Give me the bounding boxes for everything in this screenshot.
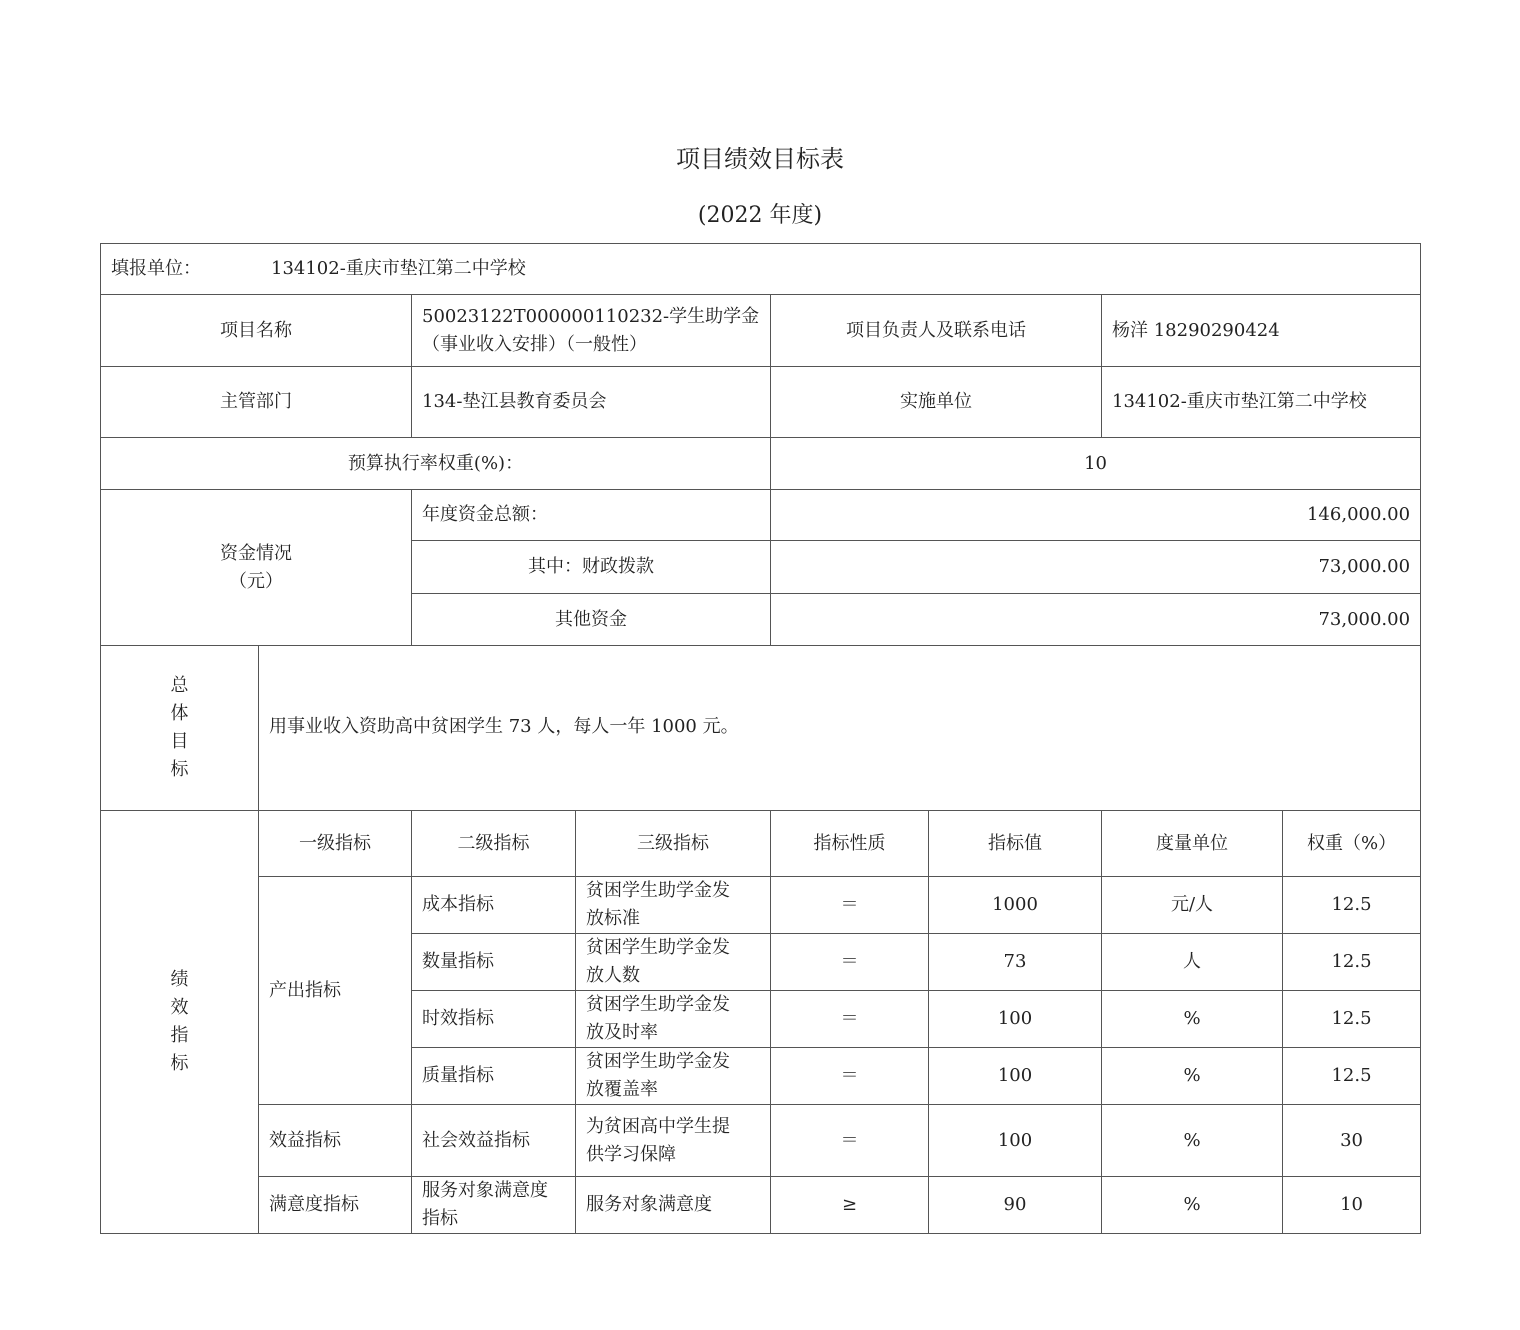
overall-goal-char: 总 <box>170 675 189 696</box>
indicator-level2: 质量指标 <box>412 1048 576 1105</box>
indicator-level3-line: 放人数 <box>586 965 640 986</box>
indicator-unit: % <box>1102 991 1283 1048</box>
indicators-char: 标 <box>170 1053 189 1074</box>
indicator-unit: 人 <box>1102 934 1283 991</box>
funds-label-line1: 资金情况 <box>220 542 292 564</box>
indicator-level2-line: 服务对象满意度 <box>422 1180 548 1201</box>
funds-fiscal-label: 其中：财政拨款 <box>412 541 771 594</box>
indicator-weight: 10 <box>1283 1177 1421 1234</box>
page-title: 项目绩效目标表 <box>676 145 844 173</box>
indicator-nature: ＝ <box>771 1105 929 1177</box>
overall-goal-char: 目 <box>170 731 189 752</box>
indicator-level2-line: 指标 <box>422 1208 458 1229</box>
table-row <box>101 877 1421 934</box>
group-output: 产出指标 <box>259 877 412 1105</box>
contact-label: 项目负责人及联系电话 <box>771 295 1102 367</box>
header-level2: 二级指标 <box>412 811 576 877</box>
indicators-char: 绩 <box>170 969 189 990</box>
indicator-nature: ＝ <box>771 991 929 1048</box>
filler-row <box>101 244 1421 295</box>
overall-goal-text: 用事业收入资助高中贫困学生 73 人，每人一年 1000 元。 <box>259 646 1421 811</box>
dept-value: 134-垫江县教育委员会 <box>412 367 771 438</box>
indicator-value: 90 <box>929 1177 1102 1234</box>
indicator-level3-line: 放及时率 <box>586 1022 658 1043</box>
funds-fiscal-value: 73,000.00 <box>771 541 1421 594</box>
indicator-level3 <box>576 1105 771 1177</box>
funds-other-label: 其他资金 <box>412 594 771 646</box>
table-row <box>101 1177 1421 1234</box>
overall-goal-char: 体 <box>170 703 189 724</box>
header-weight: 权重（%） <box>1283 811 1421 877</box>
filler-value: 134102-重庆市垫江第二中学校 <box>271 258 526 279</box>
indicator-nature: ＝ <box>771 1048 929 1105</box>
indicator-level2 <box>412 1177 576 1234</box>
indicator-level3-line: 放覆盖率 <box>586 1079 658 1100</box>
indicator-unit: % <box>1102 1177 1283 1234</box>
indicator-nature: ＝ <box>771 877 929 934</box>
indicator-level2: 社会效益指标 <box>412 1105 576 1177</box>
funds-total-label: 年度资金总额： <box>412 490 771 541</box>
indicator-value: 100 <box>929 1105 1102 1177</box>
group-satisfaction: 满意度指标 <box>259 1177 412 1234</box>
indicator-weight: 12.5 <box>1283 934 1421 991</box>
overall-goal-label <box>101 646 259 811</box>
budget-weight-label: 预算执行率权重(%)： <box>101 438 771 490</box>
indicator-level3-line: 贫困学生助学金发 <box>586 1051 730 1072</box>
funds-total-value: 146,000.00 <box>771 490 1421 541</box>
indicator-level3-line: 贫困学生助学金发 <box>586 937 730 958</box>
indicator-level3 <box>576 934 771 991</box>
performance-target-table <box>100 243 1421 1234</box>
indicator-value: 1000 <box>929 877 1102 934</box>
indicator-level2: 数量指标 <box>412 934 576 991</box>
project-name-value <box>412 295 771 367</box>
indicator-weight: 12.5 <box>1283 991 1421 1048</box>
filler-label: 填报单位： <box>111 258 201 279</box>
indicators-char: 指 <box>170 1025 189 1046</box>
budget-weight-value: 10 <box>771 438 1421 490</box>
indicator-unit: 元/人 <box>1102 877 1283 934</box>
dept-label: 主管部门 <box>101 367 412 438</box>
indicator-level3: 服务对象满意度 <box>576 1177 771 1234</box>
indicator-nature: ＝ <box>771 934 929 991</box>
project-name-line1: 50023122T000000110232-学生助学金 <box>422 305 760 327</box>
indicator-unit: % <box>1102 1048 1283 1105</box>
indicator-weight: 30 <box>1283 1105 1421 1177</box>
header-unit: 度量单位 <box>1102 811 1283 877</box>
indicator-unit: % <box>1102 1105 1283 1177</box>
indicator-level3 <box>576 1048 771 1105</box>
group-benefit: 效益指标 <box>259 1105 412 1177</box>
indicator-level3-line: 为贫困高中学生提 <box>586 1115 730 1137</box>
header-level3: 三级指标 <box>576 811 771 877</box>
indicator-nature: ≥ <box>771 1177 929 1234</box>
project-name-line2: （事业收入安排）（一般性） <box>422 333 647 355</box>
indicator-level3 <box>576 877 771 934</box>
indicator-level2: 时效指标 <box>412 991 576 1048</box>
overall-goal-char: 标 <box>170 759 189 780</box>
indicator-level3-line: 放标准 <box>586 908 640 929</box>
table-row <box>101 1105 1421 1177</box>
impl-value: 134102-重庆市垫江第二中学校 <box>1102 367 1421 438</box>
indicator-level3-line: 贫困学生助学金发 <box>586 994 730 1015</box>
header-level1: 一级指标 <box>259 811 412 877</box>
indicator-weight: 12.5 <box>1283 877 1421 934</box>
indicator-level2: 成本指标 <box>412 877 576 934</box>
project-name-label: 项目名称 <box>101 295 412 367</box>
indicator-value: 100 <box>929 991 1102 1048</box>
header-value: 指标值 <box>929 811 1102 877</box>
indicator-level3-line: 贫困学生助学金发 <box>586 880 730 901</box>
funds-label <box>101 490 412 646</box>
contact-value: 杨洋 18290290424 <box>1102 295 1421 367</box>
indicator-level3-line: 供学习保障 <box>586 1143 676 1165</box>
header-nature: 指标性质 <box>771 811 929 877</box>
funds-label-line2: （元） <box>229 570 283 592</box>
indicator-value: 73 <box>929 934 1102 991</box>
impl-label: 实施单位 <box>771 367 1102 438</box>
indicator-weight: 12.5 <box>1283 1048 1421 1105</box>
indicator-value: 100 <box>929 1048 1102 1105</box>
indicators-char: 效 <box>170 997 189 1018</box>
indicator-level3 <box>576 991 771 1048</box>
funds-other-value: 73,000.00 <box>771 594 1421 646</box>
page-subtitle: (2022 年度) <box>697 203 823 228</box>
indicators-label <box>101 811 259 1234</box>
